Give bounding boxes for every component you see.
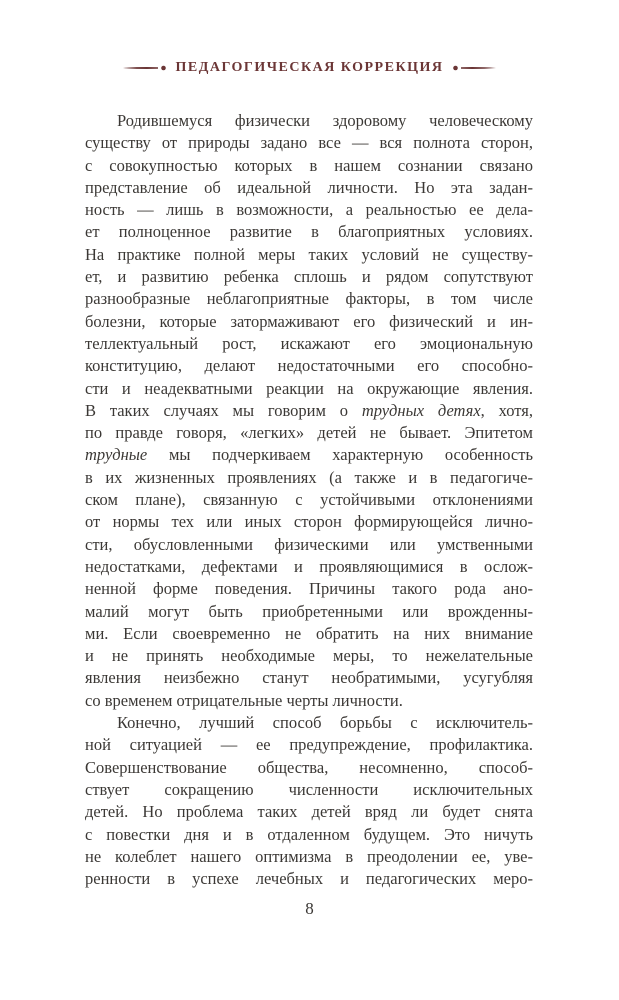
text-line: со временем отрицательные черты личности. bbox=[85, 690, 403, 710]
text-line: ет, и развитию ребенка сплошь и рядом сопутствуют bbox=[85, 267, 533, 287]
flourish-left-icon bbox=[123, 63, 167, 73]
text-line: ском плане), связанную с устойчивыми отклонениями bbox=[85, 490, 533, 510]
text-line: Совершенствование общества, несомненно, способ- bbox=[85, 757, 533, 777]
text-line: не колеблет нашего оптимизма в преодолении ее, уве- bbox=[85, 846, 533, 866]
text-line: ной ситуацией — ее предупреждение, профилактика. bbox=[85, 735, 533, 755]
text-line: ренности в успехе лечебных и педагогических меро- bbox=[85, 869, 533, 889]
text-line: трудные мы подчеркиваем характерную особенность bbox=[85, 445, 533, 465]
text-line: болезни, которые затормаживают его физический и ин- bbox=[85, 311, 533, 331]
text-line: сти, обусловленными физическими или умственными bbox=[85, 534, 533, 554]
text-line: существу от природы задано все — вся полнота сторон, bbox=[85, 133, 533, 153]
text-line: явления неизбежно станут необратимыми, усугубляя bbox=[85, 668, 533, 688]
text-line: ми. Если своевременно не обратить на них внимание bbox=[85, 623, 533, 643]
running-head bbox=[0, 60, 619, 76]
text-line: Конечно, лучший способ борьбы с исключитель- bbox=[117, 713, 533, 733]
text-line: представление об идеальной личности. Но эта задан- bbox=[85, 177, 533, 197]
text-line: Родившемуся физически здоровому человеческому bbox=[117, 111, 533, 130]
text-line: по правде говоря, «легких» детей не бывает. Эпитетом bbox=[85, 423, 533, 443]
text-line: ствует сокращению численности исключительных bbox=[85, 779, 533, 799]
text-line: На практике полной меры таких условий не существу- bbox=[85, 244, 533, 264]
text-line: конституцию, делают недостаточными его способно- bbox=[85, 356, 533, 376]
text-line: от нормы тех или иных сторон формирующейся лично- bbox=[85, 512, 533, 532]
text-line: В таких случаях мы говорим о трудных детях, хотя, bbox=[85, 400, 533, 420]
text-line: сти и неадекватными реакции на окружающие явления. bbox=[85, 378, 533, 398]
flourish-right-icon bbox=[452, 63, 496, 73]
paragraph bbox=[85, 712, 533, 890]
text-line: с совокупностью которых в нашем сознании связано bbox=[85, 155, 533, 175]
running-head-title: ПЕДАГОГИЧЕСКАЯ КОРРЕКЦИЯ bbox=[175, 60, 444, 75]
text-line: ненной форме поведения. Причины такого рода ано- bbox=[85, 579, 533, 599]
text-line: теллектуальный рост, искажают его эмоциональную bbox=[85, 333, 533, 353]
paragraph bbox=[85, 110, 533, 712]
text-body bbox=[85, 110, 533, 890]
page-number: 8 bbox=[305, 899, 314, 918]
text-line: в их жизненных проявлениях (а также и в педагогиче- bbox=[85, 467, 533, 487]
text-line: и не принять необходимые меры, то нежелательные bbox=[85, 646, 533, 666]
text-line: разнообразные неблагоприятные факторы, в том числе bbox=[85, 289, 533, 309]
text-line: ет полноценное развитие в благоприятных условиях. bbox=[85, 222, 533, 242]
text-line: недостатками, дефектами и проявляющимися в ослож- bbox=[85, 556, 533, 576]
text-line: малий могут быть приобретенными или врожденны- bbox=[85, 601, 533, 621]
text-line: детей. Но проблема таких детей вряд ли будет снята bbox=[85, 802, 533, 822]
text-line: ность — лишь в возможности, а реальностью ее дела- bbox=[85, 200, 533, 220]
text-line: с повестки дня и в отдаленном будущем. Это ничуть bbox=[85, 824, 533, 844]
